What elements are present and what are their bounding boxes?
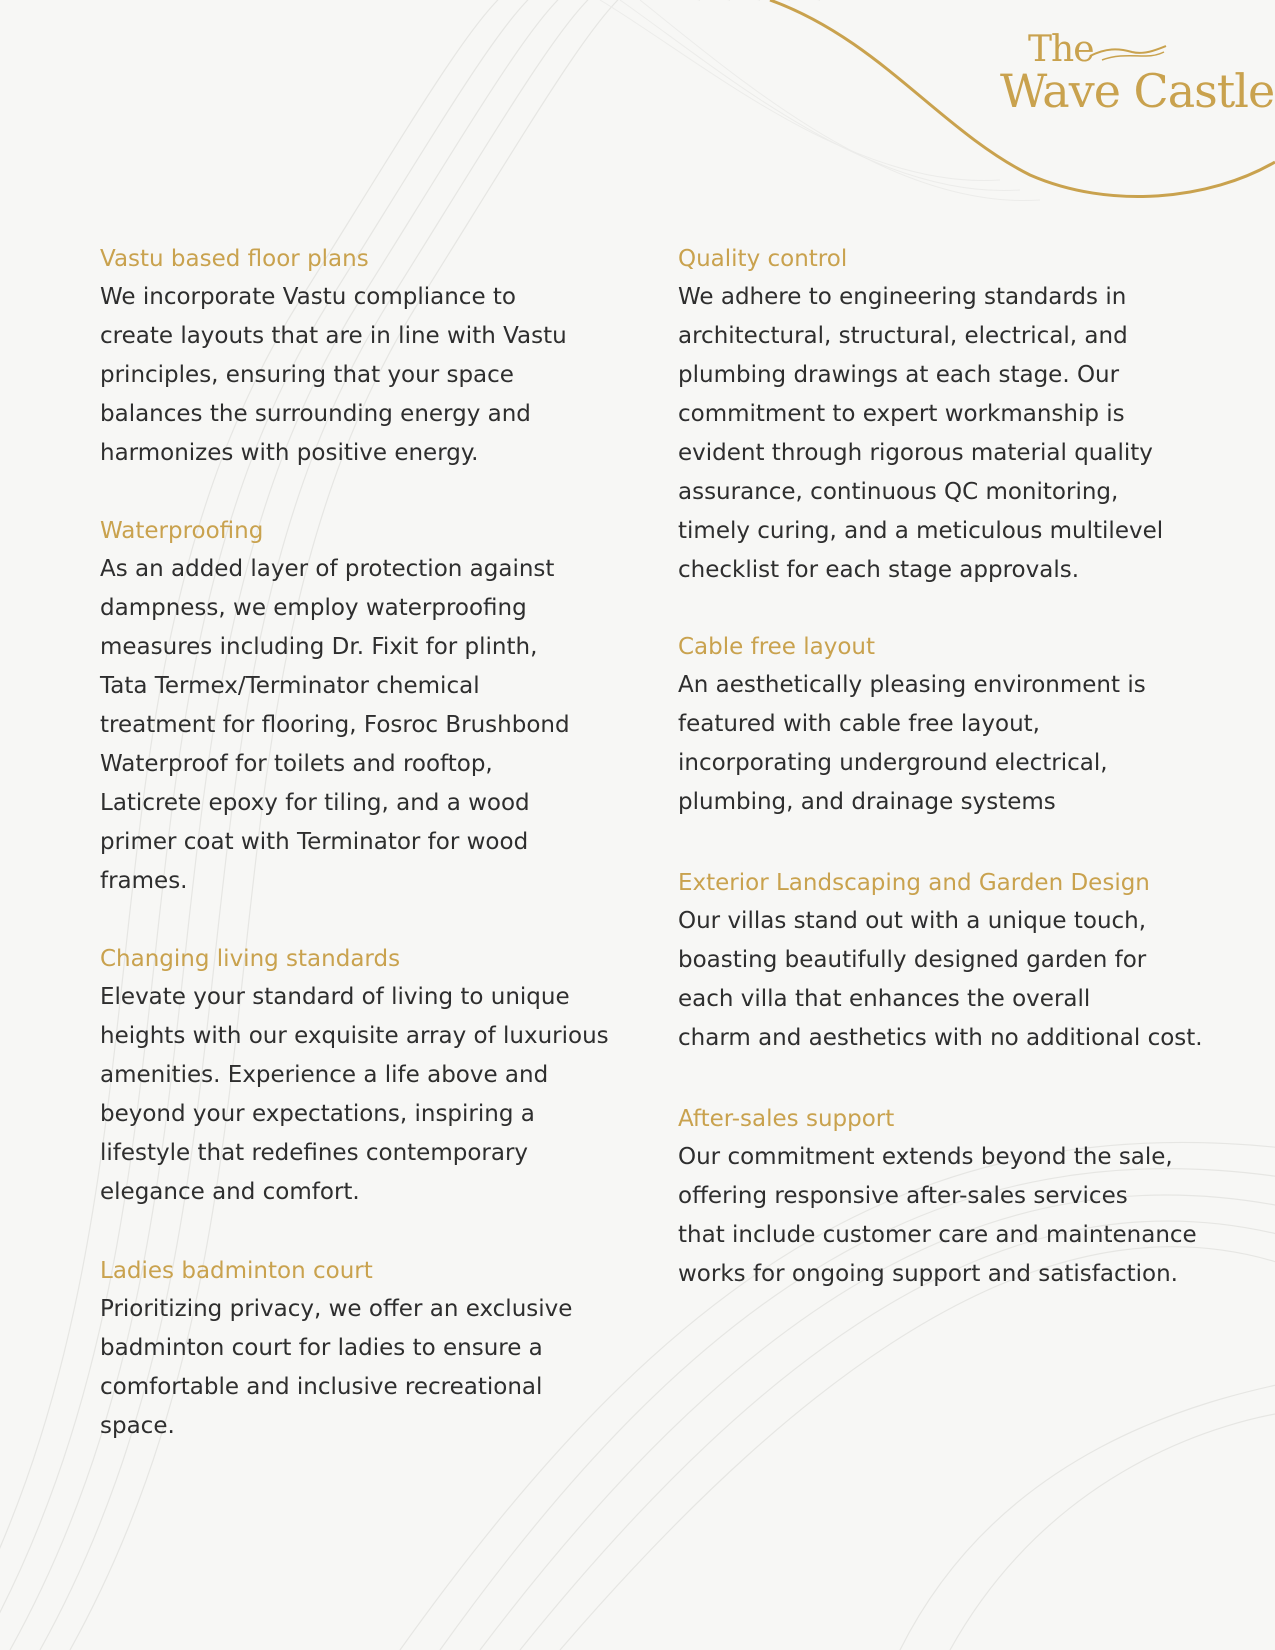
section-body: [678, 278, 1163, 590]
body-line: checklist for each stage approvals.: [678, 557, 1080, 583]
body-line: measures including Dr. Fixit for plinth,: [100, 634, 538, 660]
section-title: Waterproofing: [100, 518, 264, 544]
body-line: plumbing, and drainage systems: [678, 789, 1056, 815]
section-title: Quality control: [678, 246, 848, 272]
body-line: Tata Termex/Terminator chemical: [100, 673, 480, 699]
body-line: that include customer care and maintenance: [678, 1222, 1197, 1248]
body-line: Waterproof for toilets and rooftop,: [100, 751, 493, 777]
section-title: Changing living standards: [100, 946, 401, 972]
body-line: featured with cable free layout,: [678, 711, 1040, 737]
body-line: balances the surrounding energy and: [100, 401, 531, 427]
body-line: frames.: [100, 868, 188, 894]
section-after-sales: [678, 1104, 1197, 1294]
section-body: [100, 550, 570, 901]
body-line: offering responsive after-sales services: [678, 1183, 1128, 1209]
body-line: Our villas stand out with a unique touch,: [678, 908, 1147, 934]
body-line: beyond your expectations, inspiring a: [100, 1101, 535, 1127]
body-line: timely curing, and a meticulous multilevel: [678, 518, 1164, 544]
body-line: harmonizes with positive energy.: [100, 440, 479, 466]
logo-line-wave-castle: Wave Castle: [1000, 64, 1275, 118]
section-badminton: [100, 1256, 572, 1446]
body-line: As an added layer of protection against: [100, 556, 555, 582]
body-line: charm and aesthetics with no additional cost.: [678, 1025, 1203, 1051]
body-line: treatment for flooring, Fosroc Brushbond: [100, 712, 570, 738]
section-title: Vastu based floor plans: [100, 246, 369, 272]
brand-logo: [990, 29, 1275, 120]
body-line: works for ongoing support and satisfaction.: [678, 1261, 1178, 1287]
section-waterproofing: [100, 516, 570, 901]
logo-wave-flourish-icon: [1088, 42, 1168, 64]
body-line: principles, ensuring that your space: [100, 362, 514, 388]
section-vastu: [100, 244, 567, 473]
body-line: commitment to expert workmanship is: [678, 401, 1125, 427]
body-line: evident through rigorous material quality: [678, 440, 1153, 466]
section-cable-free: [678, 632, 1146, 822]
body-line: comfortable and inclusive recreational: [100, 1374, 543, 1400]
body-line: We incorporate Vastu compliance to: [100, 284, 516, 310]
body-line: dampness, we employ waterproofing: [100, 595, 527, 621]
body-line: plumbing drawings at each stage. Our: [678, 362, 1120, 388]
body-line: An aesthetically pleasing environment is: [678, 672, 1146, 698]
body-line: each villa that enhances the overall: [678, 986, 1091, 1012]
section-living-standards: [100, 944, 609, 1212]
section-body: [100, 278, 567, 473]
logo-line-the: The: [1028, 29, 1094, 70]
body-line: Elevate your standard of living to unique: [100, 984, 570, 1010]
section-title: Exterior Landscaping and Garden Design: [678, 870, 1150, 896]
section-body: [678, 1138, 1197, 1294]
section-title: After-sales support: [678, 1106, 895, 1132]
body-line: space.: [100, 1413, 175, 1439]
body-line: We adhere to engineering standards in: [678, 284, 1127, 310]
body-line: amenities. Experience a life above and: [100, 1062, 549, 1088]
section-body: [678, 666, 1146, 822]
section-title: Ladies badminton court: [100, 1258, 373, 1284]
body-line: lifestyle that redefines contemporary: [100, 1140, 529, 1166]
section-body: [100, 1290, 572, 1446]
body-line: Laticrete epoxy for tiling, and a wood: [100, 790, 530, 816]
body-line: primer coat with Terminator for wood: [100, 829, 529, 855]
section-title: Cable free layout: [678, 634, 876, 660]
section-body: [678, 902, 1203, 1058]
body-line: Our commitment extends beyond the sale,: [678, 1144, 1173, 1170]
body-line: create layouts that are in line with Vastu: [100, 323, 567, 349]
section-quality-control: [678, 244, 1163, 590]
body-line: Prioritizing privacy, we offer an exclusive: [100, 1296, 573, 1322]
body-line: architectural, structural, electrical, and: [678, 323, 1128, 349]
body-line: incorporating underground electrical,: [678, 750, 1108, 776]
body-line: boasting beautifully designed garden for: [678, 947, 1147, 973]
body-line: heights with our exquisite array of luxurious: [100, 1023, 609, 1049]
body-line: elegance and comfort.: [100, 1179, 360, 1205]
body-line: assurance, continuous QC monitoring,: [678, 479, 1119, 505]
section-landscaping: [678, 868, 1203, 1058]
body-line: badminton court for ladies to ensure a: [100, 1335, 543, 1361]
section-body: [100, 978, 609, 1212]
